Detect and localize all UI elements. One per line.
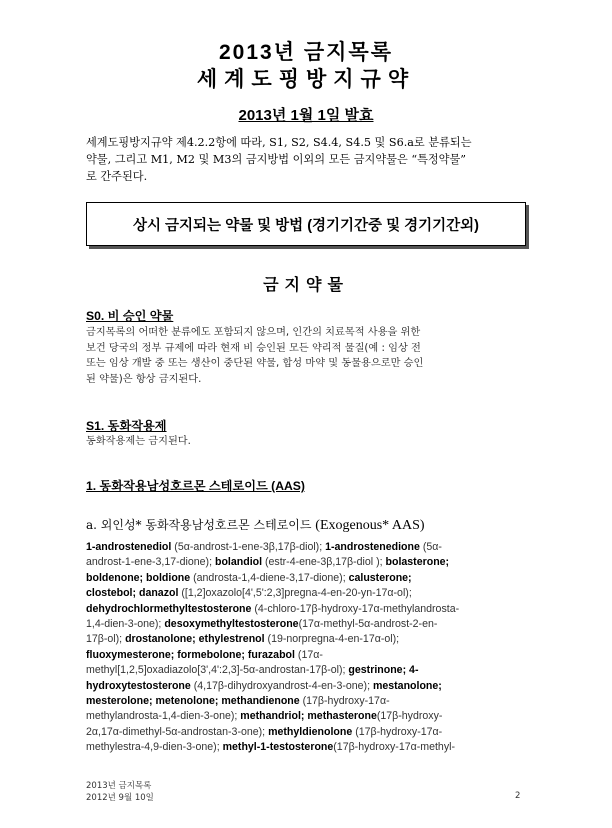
substance-chemical-name: (17β-hydroxy-17α- [299,695,390,708]
substance-chemical-name: 17β-ol); [86,633,126,646]
substance-line [86,694,538,709]
substance-name: 1-androstenedione [325,541,420,553]
substance-name: methyl-1-testosterone [222,741,334,754]
substance-chemical-name: (19-norpregna-4-en-17α-ol); [264,633,400,646]
substance-line [86,540,538,555]
substance-name: fluoxymesterone; formebolone; furazabol [86,648,295,661]
issue-date: 2013년 1월 1일 발효 [238,107,374,124]
substance-line [86,648,538,663]
substance-chemical-name: (17α- [294,648,323,661]
substance-name: boldenone; boldione [86,571,191,584]
substance-chemical-name: (5α- [419,541,442,553]
substance-chemical-name: (17β-hydroxy-17α-methyl- [333,741,456,754]
substance-line [86,679,538,694]
section-title: 금지약물 [263,277,349,294]
s0-line: 된 약물)은 항상 금지된다. [86,373,202,385]
substance-name: gestrinone; 4- [348,664,419,677]
intro-line: 세계도핑방지규약 제4.2.2항에 따라, S1, S2, S4.4, S4.5 및 S6.a로 분류되는 [86,136,472,149]
substance-chemical-name: methyl[1,2,5]oxadiazolo[3',4':2,3]-5α-androstan-17β-ol); [86,664,349,677]
substance-line [86,725,538,740]
s1-text: 동화작용제는 금지된다. [86,436,191,447]
s1-heading: S1. 동화작용제 [86,419,167,433]
boxed-heading-text: 상시 금지되는 약물 및 방법 (경기기간중 및 경기기간외) [132,217,479,234]
substance-chemical-name: (4,17β-dihydroxyandrost-4-en-3-one); [190,679,373,692]
substance-name: 1-androstenediol [86,541,172,553]
substance-line [86,602,538,617]
substance-chemical-name: (17β-hydroxy-17α- [352,725,443,738]
substance-chemical-name: (4-chloro-17β-hydroxy-17α-methylandrosta- [251,602,460,615]
substance-name: desoxymethyltestosterone [164,618,299,631]
s0-line: 또는 임상 개발 중 또는 생산이 중단된 약물, 합성 마약 및 동물용으로만 승인 [86,358,424,369]
s0-paragraph [86,325,536,387]
document-subtitle: 세계도핑방지규약 [196,68,416,91]
substance-line [86,555,538,570]
substance-name: methandriol; methasterone [240,710,377,723]
substance-line [86,586,538,601]
footer-title: 2013년 금지목록 [86,781,152,791]
substance-chemical-name: (5α-androst-1-ene-3β,17β-diol); [171,541,326,553]
substance-chemical-name: 1,4-dien-3-one); [86,618,165,631]
substance-line [86,709,538,724]
substance-name: methyldienolone [268,725,353,738]
sub-a-heading [86,516,425,534]
page-number: 2 [515,791,521,801]
s0-line: 금지목록의 어떠한 분류에도 포함되지 않으며, 인간의 치료목적 사용을 위한 [86,327,421,338]
s0-line: 보건 당국의 정부 규제에 따라 현재 비 승인된 모든 약리적 물질(예 : 임상 전 [86,342,421,354]
sub-a-heading-kr: a. 외인성* 동화작용남성호르몬 스테로이드 [86,518,316,532]
sub-a-heading-en: (Exogenous* AAS) [315,518,425,533]
substance-chemical-name: 2α,17α-dimethyl-5α-androstan-3-one); [86,725,269,738]
intro-paragraph [86,134,536,185]
substance-chemical-name: androst-1-ene-3,17-dione); [86,556,215,569]
substance-chemical-name: methylestra-4,9-dien-3-one); [86,741,223,754]
substance-name: bolasterone; [385,556,450,569]
document-title: 2013년 금지목록 [219,41,393,64]
substance-chemical-name: (17α-methyl-5α-androst-2-en- [298,618,438,631]
boxed-heading [86,202,526,246]
substance-line [86,571,538,586]
substance-line [86,663,538,678]
substance-name: bolandiol [214,556,263,569]
substance-chemical-name: ([1,2]oxazolo[4',5':2,3]pregna-4-en-20-yn-17α-ol); [178,587,412,600]
substance-line [86,740,538,755]
s0-heading: S0. 비 승인 약물 [86,309,174,323]
substance-chemical-name: (estr-4-ene-3β,17β-diol ); [262,556,386,569]
substance-name: dehydrochlormethyltestosterone [86,602,252,615]
intro-line: 약물, 그리고 M1, M2 및 M3의 금지방법 이외의 모든 금지약물은 “특정약물” [86,153,467,166]
substance-line [86,617,538,632]
footer-date: 2012년 9월 10일 [86,793,154,803]
substance-chemical-name: (17β-hydroxy- [376,710,443,723]
aas-heading: 1. 동화작용남성호르몬 스테로이드 (AAS) [86,479,305,493]
substance-line [86,632,538,647]
substance-name: drostanolone; ethylestrenol [125,633,265,646]
substance-name: calusterone; [348,571,412,584]
substance-chemical-name: methylandrosta-1,4-dien-3-one); [86,710,241,723]
substance-list [86,540,538,756]
substance-name: clostebol; danazol [86,587,179,600]
substance-name: mesterolone; metenolone; methandienone [86,695,300,708]
substance-name: hydroxytestosterone [86,679,191,692]
intro-line: 로 간주된다. [86,170,148,183]
substance-chemical-name: (androsta-1,4-diene-3,17-dione); [190,571,349,584]
substance-name: mestanolone; [372,679,442,692]
